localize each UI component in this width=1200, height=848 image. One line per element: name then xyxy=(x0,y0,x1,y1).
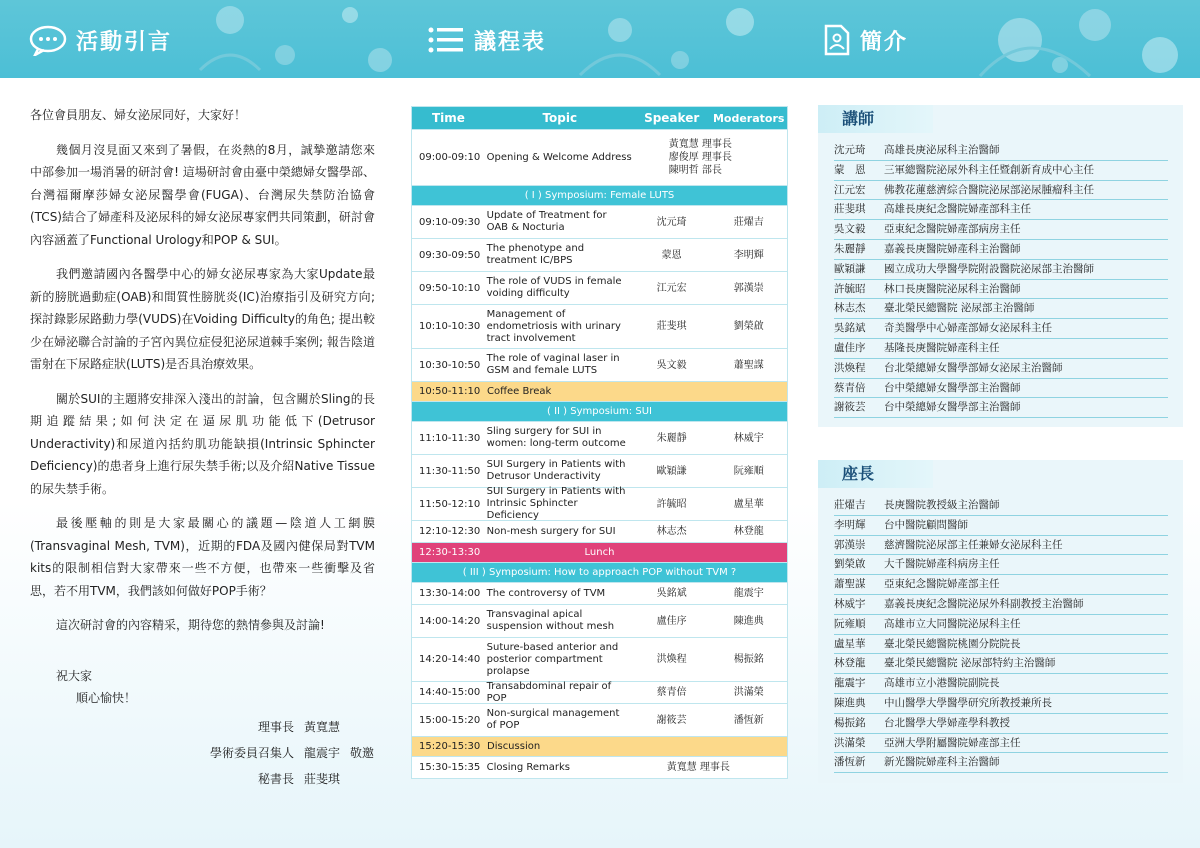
row-time: 15:20-15:30 xyxy=(419,741,481,752)
table-row xyxy=(412,487,787,520)
signer-suffix: 敬邀 xyxy=(350,746,375,760)
person-name: 楊振銘 xyxy=(834,716,866,729)
row-speaker: 謝筱芸 xyxy=(656,714,687,726)
person-name: 蒙 恩 xyxy=(834,163,866,176)
list-item xyxy=(834,220,1168,240)
person-name: 沈元琦 xyxy=(834,144,866,156)
list-item xyxy=(834,280,1168,300)
person-role: 高雄長庚泌尿科主治醫師 xyxy=(884,144,1000,156)
person-name: 林威宇 xyxy=(834,597,866,610)
table-row xyxy=(412,454,787,487)
signer-title: 學術委員召集人 xyxy=(209,746,294,760)
list-item xyxy=(834,595,1168,615)
list-item xyxy=(834,359,1168,379)
row-speaker: 蔡青倍 xyxy=(656,687,687,698)
person-name: 劉榮啟 xyxy=(834,558,866,571)
speakers-title: 講師 xyxy=(818,105,933,133)
topic-line: tract involvement xyxy=(486,332,576,344)
topic-line: of POP xyxy=(486,720,520,731)
person-role: 臺北榮民總醫院 泌尿部主治醫師 xyxy=(884,302,1035,315)
profile-title: 簡介 xyxy=(860,29,909,55)
agenda-table xyxy=(411,106,788,779)
intro-paragraph: 幾個月沒見面又來到了暑假，在炎熱的8月，誠摯邀請您來中部參加一場消暑的研討會! 這場研討會由臺中榮總婦女醫學部、台灣福爾摩莎婦女泌尿醫學會(FUGA)、台灣尿失禁防治協會(TCS)結合了婦產科及泌尿科的婦女泌尿專家們共同策劃，研討會內容涵蓋了Functional Urology和POP & SUI。 xyxy=(30,142,375,247)
person-name: 江元宏 xyxy=(834,183,866,196)
topic-line: Intrinsic Sphincter Deficiency xyxy=(486,498,578,521)
topic-line: The controversy of TVM xyxy=(486,588,606,599)
row-moderator: 李明輝 xyxy=(733,249,764,261)
person-role: 亞東紀念醫院婦產部主任 xyxy=(884,578,1000,591)
topic-line: women: long-term outcome xyxy=(486,438,626,449)
agenda-title: 議程表 xyxy=(474,29,547,55)
section-rows xyxy=(412,582,787,736)
list-item xyxy=(834,398,1168,418)
lunch-row xyxy=(412,542,787,562)
row-topic: Lunch xyxy=(584,547,615,558)
list-item xyxy=(834,714,1168,734)
list-item xyxy=(834,496,1168,516)
intro-paragraph: 最後壓軸的則是大家最關心的議題—陰道人工網膜(Transvaginal Mesh, TVM)，近期的FDA及國內健保局對TVM kits的限制相信對大家帶來一些不方便，也帶來一些衝擊及省思，若不用TVM，我們該如何做好POP手術？ xyxy=(30,516,375,598)
topic-line: Sling surgery for SUI in xyxy=(486,426,602,437)
person-role: 臺北榮民總醫院桃園分院院長 xyxy=(884,637,1021,650)
person-role: 臺北榮民總醫院 泌尿部特約主治醫師 xyxy=(884,657,1056,670)
row-time: 14:20-14:40 xyxy=(419,654,481,665)
list-item xyxy=(834,319,1168,339)
signer-title: 理事長 xyxy=(257,720,294,734)
person-name: 蕭聖謀 xyxy=(834,578,866,591)
person-name: 林登龍 xyxy=(834,657,866,670)
row-time: 15:30-15:35 xyxy=(419,762,481,773)
row-moderator: 洪滿榮 xyxy=(733,687,764,698)
greeting: 各位會員朋友、婦女泌尿同好，大家好！ xyxy=(30,108,247,122)
section-header: ( III ) Symposium: How to approach POP without TVM ? xyxy=(412,562,787,582)
topic-line: prolapse xyxy=(486,665,530,677)
row-moderator: 阮雍順 xyxy=(733,465,764,477)
table-row xyxy=(412,348,787,381)
person-role: 奇美醫學中心婦產部婦女泌尿科主任 xyxy=(884,322,1052,335)
row-moderator: 劉榮啟 xyxy=(733,321,764,332)
table-row xyxy=(412,271,787,304)
person-role: 佛教花蓮慈濟綜合醫院泌尿部泌尿腫瘤科主任 xyxy=(884,183,1094,196)
row-time: 13:30-14:00 xyxy=(419,588,481,599)
list-item xyxy=(834,516,1168,536)
row-speaker: 洪煥程 xyxy=(656,654,687,665)
intro-paragraph: 我們邀請國內各醫學中心的婦女泌尿專家為大家Update最新的膀胱過動症(OAB)和間質性膀胱炎(IC)治療指引及研究方向; 探討錄影尿路動力學(VUDS)在Voiding Difficulty的角色; 提出較少在婦泌聯合討論的子宮內異位症侵犯泌尿道棘手案例; 報告陰道雷射在下尿路症狀(LUTS)是否具治療效果。 xyxy=(30,267,375,371)
topic-line: Update of Treatment for xyxy=(486,210,607,221)
col-topic: Topic xyxy=(542,111,578,125)
list-item xyxy=(834,555,1168,575)
topic-line: Non-surgical management xyxy=(486,708,620,719)
row-time: 14:00-14:20 xyxy=(419,615,481,627)
intro-heading xyxy=(28,24,172,56)
table-row xyxy=(412,304,787,348)
closing-wish: 順心愉快！ xyxy=(76,691,137,705)
section-header: ( I ) Symposium: Female LUTS xyxy=(412,185,787,205)
topic-line: voiding difficulty xyxy=(486,288,570,299)
row-moderator: 林登龍 xyxy=(733,526,764,537)
intro-title: 活動引言 xyxy=(76,29,173,55)
list-item xyxy=(834,635,1168,655)
person-name: 莊斐琪 xyxy=(834,203,866,216)
person-role: 基隆長庚醫院婦產科主任 xyxy=(884,341,1000,354)
signer-suffix xyxy=(350,766,380,792)
opening-person: 廖俊厚 理事長 xyxy=(668,152,732,163)
row-time: 11:50-12:10 xyxy=(419,498,481,510)
row-moderator: 楊振銘 xyxy=(733,654,764,665)
row-topic xyxy=(484,609,633,633)
signer-name: 莊斐琪 xyxy=(303,772,340,786)
row-time: 12:10-12:30 xyxy=(419,526,481,537)
row-time: 09:50-10:10 xyxy=(419,282,481,294)
topic-line: Management of xyxy=(486,308,566,320)
person-name: 許毓昭 xyxy=(834,282,866,295)
list-item xyxy=(834,339,1168,359)
person-name: 林志杰 xyxy=(834,302,866,315)
row-topic: Closing Remarks xyxy=(486,762,570,773)
person-name: 蔡青倍 xyxy=(834,381,866,394)
table-row xyxy=(412,520,787,542)
topic-line: OAB & Nocturia xyxy=(486,222,565,233)
row-time: 11:30-11:50 xyxy=(419,465,481,477)
row-time: 14:40-15:00 xyxy=(419,687,481,698)
topic-line: SUI Surgery in Patients with xyxy=(486,459,626,470)
topic-line: posterior compartment xyxy=(486,653,603,665)
section-rows xyxy=(412,421,787,542)
table-row xyxy=(412,604,787,637)
closing-wish: 祝大家 xyxy=(56,668,93,683)
person-role: 台北榮總婦女醫學部婦女泌尿主治醫師 xyxy=(884,361,1063,374)
list-item xyxy=(834,734,1168,754)
row-time: 10:10-10:30 xyxy=(419,321,481,332)
row-moderator: 郭漢崇 xyxy=(733,282,764,294)
row-speaker: 江元宏 xyxy=(656,282,687,294)
signer-row xyxy=(150,766,380,792)
row-topic: Opening & Welcome Address xyxy=(486,152,632,163)
table-row xyxy=(412,681,787,703)
signer-name: 龍震宇 xyxy=(303,746,340,760)
row-time: 15:00-15:20 xyxy=(419,714,481,726)
col-moderators: Moderators xyxy=(712,111,785,125)
signatures xyxy=(150,714,380,792)
row-time: 09:10-09:30 xyxy=(419,216,481,228)
table-row xyxy=(412,205,787,238)
opening-people xyxy=(633,138,787,177)
row-speaker: 莊斐琪 xyxy=(656,321,687,332)
col-time: Time xyxy=(432,111,465,125)
topic-line: endometriosis with urinary xyxy=(486,320,621,332)
speakers-list xyxy=(834,141,1168,418)
row-speaker: 沈元琦 xyxy=(656,216,687,228)
person-role: 嘉義長庚醫院婦產科主治醫師 xyxy=(884,242,1021,255)
speech-bubble-icon xyxy=(28,24,68,56)
list-item xyxy=(834,299,1168,319)
row-topic xyxy=(484,276,633,300)
person-name: 朱麗靜 xyxy=(834,242,866,255)
row-time: 09:00-09:10 xyxy=(419,152,481,163)
floral-decoration-icon xyxy=(190,0,410,78)
person-name: 洪煥程 xyxy=(834,361,866,374)
person-name: 郭漢崇 xyxy=(834,538,866,551)
table-row xyxy=(412,421,787,454)
person-name: 莊燿吉 xyxy=(834,499,866,511)
speakers-panel xyxy=(818,105,1183,427)
table-row xyxy=(412,129,787,185)
person-role: 高雄長庚紀念醫院婦產部科主任 xyxy=(884,203,1031,216)
table-row xyxy=(412,756,787,778)
agenda-heading xyxy=(426,24,546,56)
row-time: 11:10-11:30 xyxy=(419,432,481,444)
person-role: 慈濟醫院泌尿部主任兼婦女泌尿科主任 xyxy=(884,538,1063,551)
row-topic xyxy=(484,459,633,483)
list-item xyxy=(834,260,1168,280)
moderators-list xyxy=(834,496,1168,773)
person-role: 台中榮總婦女醫學部主治醫師 xyxy=(884,381,1021,394)
row-topic xyxy=(484,525,633,538)
row-topic xyxy=(484,210,633,234)
row-moderator: 潘恆新 xyxy=(733,714,764,726)
row-speaker: 許毓昭 xyxy=(656,498,687,510)
moderators-title: 座長 xyxy=(818,460,933,488)
person-role: 台北醫學大學婦產學科教授 xyxy=(884,716,1010,729)
row-people: 黃寬慧 理事長 xyxy=(666,762,730,773)
topic-line: treatment IC/BPS xyxy=(486,255,573,266)
row-speaker: 林志杰 xyxy=(656,526,687,537)
person-name: 李明輝 xyxy=(834,518,866,531)
list-item xyxy=(834,753,1168,773)
person-name: 吳文毅 xyxy=(834,223,866,236)
row-moderator: 林威宇 xyxy=(733,432,764,444)
topic-line: Transabdominal repair of POP xyxy=(486,680,612,704)
signer-row xyxy=(150,740,380,766)
row-moderator: 莊燿吉 xyxy=(733,216,764,228)
row-topic xyxy=(484,486,633,522)
person-name: 吳銘斌 xyxy=(834,322,866,335)
col-speaker: Speaker xyxy=(644,111,700,125)
person-role: 台中醫院顧問醫師 xyxy=(884,518,968,531)
topic-line: The phenotype and xyxy=(486,243,585,254)
signer-suffix xyxy=(350,714,380,740)
row-topic xyxy=(484,587,633,600)
coffee-break-row xyxy=(412,381,787,401)
row-speaker: 吳銘斌 xyxy=(656,588,687,599)
moderators-panel xyxy=(818,460,1183,783)
row-moderator: 蕭聖謀 xyxy=(733,359,764,371)
person-role: 嘉義長庚紀念醫院泌尿外科副教授主治醫師 xyxy=(884,597,1084,610)
person-role: 亞洲大學附屬醫院婦產部主任 xyxy=(884,736,1021,749)
opening-person: 陳明哲 部長 xyxy=(668,165,722,176)
row-moderator: 龍震宇 xyxy=(733,588,764,599)
person-role: 三軍總醫院泌尿外科主任暨創新育成中心主任 xyxy=(884,163,1094,176)
floral-decoration-icon xyxy=(960,0,1200,78)
person-role: 新光醫院婦產科主治醫師 xyxy=(884,756,1000,769)
row-topic xyxy=(484,243,633,267)
list-item xyxy=(834,694,1168,714)
topic-line: GSM and female LUTS xyxy=(486,365,598,376)
list-item xyxy=(834,200,1168,220)
person-name: 洪滿榮 xyxy=(834,736,866,749)
row-topic xyxy=(484,708,633,732)
topic-line: The role of VUDS in female xyxy=(486,276,622,287)
section-header: ( II ) Symposium: SUI xyxy=(412,401,787,421)
opening-person: 黃寬慧 理事長 xyxy=(668,139,732,150)
person-role: 大千醫院婦產科病房主任 xyxy=(884,558,1000,571)
agenda-header-row xyxy=(412,107,787,129)
signer-name: 黃寬慧 xyxy=(303,720,340,734)
row-topic xyxy=(484,426,633,450)
row-speaker: 吳文毅 xyxy=(656,359,687,371)
row-speaker: 歐穎謙 xyxy=(656,465,687,477)
topic-line: Non-mesh surgery for SUI xyxy=(486,526,616,537)
topic-line: SUI Surgery in Patients with xyxy=(486,486,626,497)
person-role: 林口長庚醫院泌尿科主治醫師 xyxy=(884,282,1021,295)
profile-heading xyxy=(822,24,908,56)
topic-line: Transvaginal apical xyxy=(486,609,583,620)
person-name: 陳進典 xyxy=(834,696,866,709)
person-name: 龍震宇 xyxy=(834,677,866,690)
person-role: 中山醫學大學醫學研究所教授兼所長 xyxy=(884,696,1052,709)
row-topic xyxy=(484,309,633,345)
signer-row xyxy=(150,714,380,740)
row-time: 12:30-13:30 xyxy=(419,547,481,558)
list-item xyxy=(834,654,1168,674)
list-item xyxy=(834,240,1168,260)
person-name: 盧星華 xyxy=(834,637,866,650)
person-name: 歐穎謙 xyxy=(834,262,866,275)
row-topic xyxy=(484,681,633,705)
person-name: 潘恆新 xyxy=(834,756,866,769)
document-icon xyxy=(822,24,852,56)
list-icon xyxy=(426,24,466,56)
list-item xyxy=(834,181,1168,201)
list-item xyxy=(834,674,1168,694)
person-role: 亞東紀念醫院婦產部病房主任 xyxy=(884,223,1021,236)
header-band xyxy=(0,0,1200,78)
discussion-row xyxy=(412,736,787,756)
row-speaker: 蒙恩 xyxy=(661,249,682,261)
floral-decoration-icon xyxy=(560,0,780,78)
table-row xyxy=(412,637,787,681)
person-role: 長庚醫院教授級主治醫師 xyxy=(884,499,1000,511)
person-role: 高雄市立小港醫院副院長 xyxy=(884,677,1000,690)
person-role: 高雄市立大同醫院泌尿科主任 xyxy=(884,617,1021,630)
row-topic xyxy=(484,642,633,678)
person-role: 台中榮總婦女醫學部主治醫師 xyxy=(884,401,1021,414)
list-item xyxy=(834,615,1168,635)
topic-line: Detrusor Underactivity xyxy=(486,471,601,482)
list-item xyxy=(834,379,1168,399)
person-name: 阮雍順 xyxy=(834,617,866,630)
row-speaker: 朱麗靜 xyxy=(656,432,687,444)
row-topic: Discussion xyxy=(487,741,541,752)
topic-line: The role of vaginal laser in xyxy=(486,353,620,364)
row-time: 10:30-10:50 xyxy=(419,359,481,371)
person-name: 盧佳序 xyxy=(834,341,866,354)
row-speaker: 盧佳序 xyxy=(656,615,687,627)
row-time: 09:30-09:50 xyxy=(419,249,481,261)
row-moderator: 盧星華 xyxy=(733,498,764,510)
person-name: 謝筱芸 xyxy=(834,401,866,414)
intro-paragraph: 這次研討會的內容精采，期待您的熱情參與及討論! xyxy=(56,618,325,632)
row-time: 10:50-11:10 xyxy=(419,386,481,397)
table-row xyxy=(412,703,787,736)
table-row xyxy=(412,238,787,271)
intro-paragraph: 關於SUI的主題將安排深入淺出的討論，包含關於Sling的長期追蹤結果;如何決定在逼尿肌功能低下(Detrusor Underactivity)和尿道內括約肌功能缺損(Intrinsic Sphincter Deficiency)的患者身上進行尿失禁手術;以及介紹Native Tissue的尿失禁手術。 xyxy=(30,391,375,496)
person-role: 國立成功大學醫學院附設醫院泌尿部主治醫師 xyxy=(884,262,1094,275)
list-item xyxy=(834,141,1168,161)
section-rows xyxy=(412,205,787,381)
topic-line: Suture-based anterior and xyxy=(486,641,619,653)
list-item xyxy=(834,161,1168,181)
row-moderator: 陳進典 xyxy=(733,615,764,627)
signer-title: 秘書長 xyxy=(257,772,294,786)
row-topic xyxy=(484,353,633,377)
intro-text xyxy=(30,104,375,710)
list-item xyxy=(834,536,1168,556)
list-item xyxy=(834,575,1168,595)
table-row xyxy=(412,582,787,604)
topic-line: suspension without mesh xyxy=(486,621,615,632)
row-topic: Coffee Break xyxy=(487,386,552,397)
